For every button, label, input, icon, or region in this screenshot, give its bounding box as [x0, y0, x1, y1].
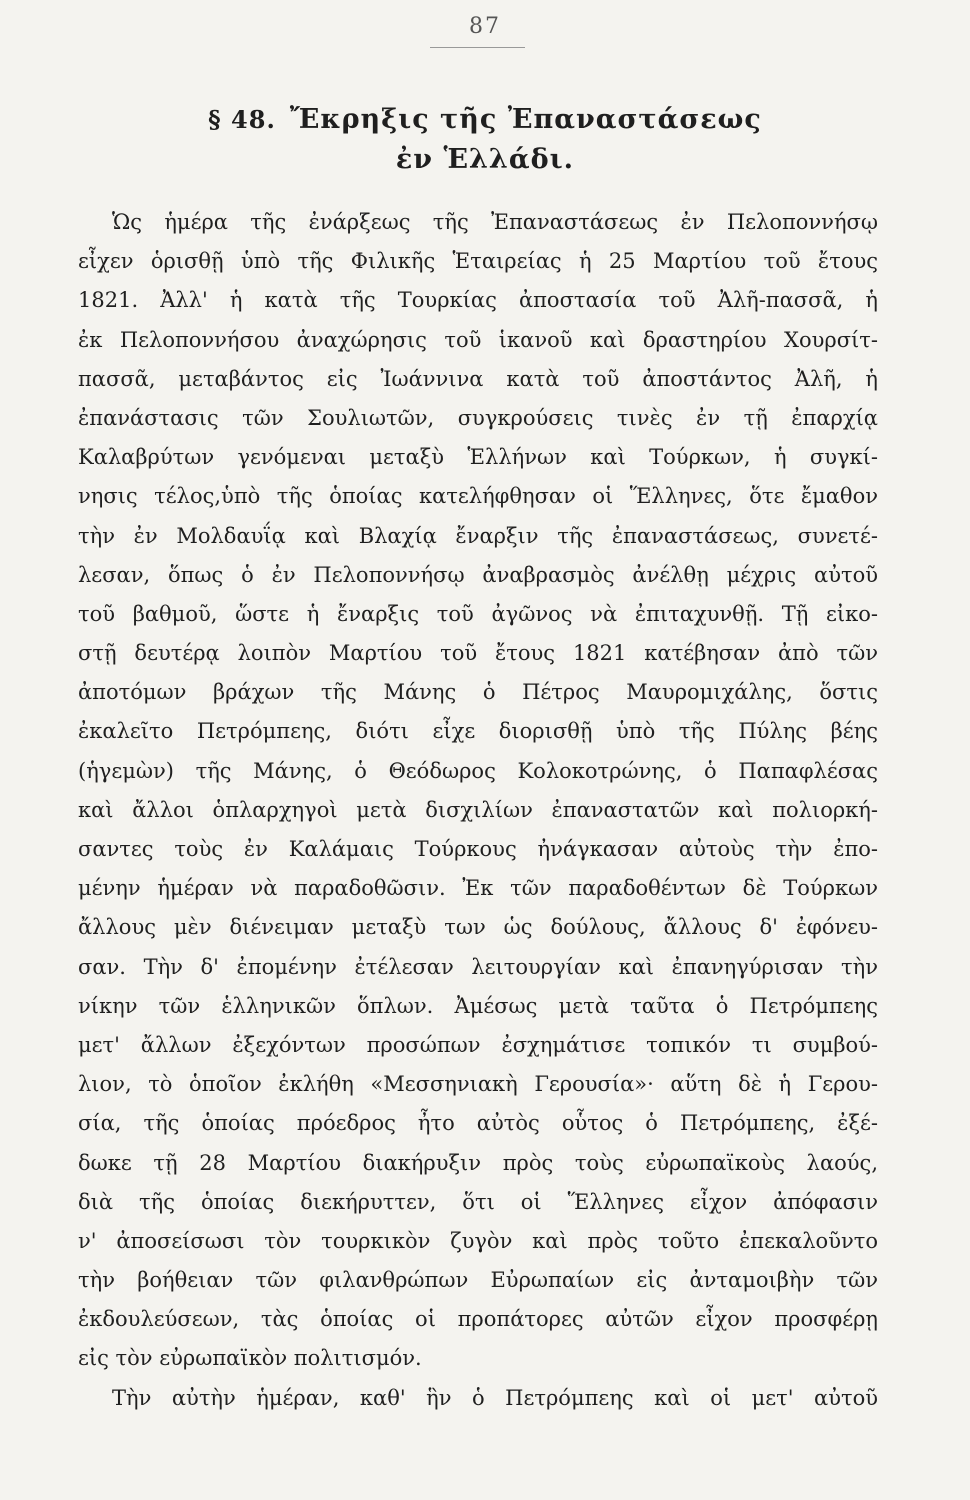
text-line: πασσᾶ, μεταβάντος εἰς Ἰωάννινα κατὰ τοῦ ἀποστάντος Ἀλῆ, ἡ [78, 366, 878, 391]
text-line: Ὡς ἡμέρα τῆς ἐνάρξεως τῆς Ἐπαναστάσεως ἐν Πελοποννήσῳ [112, 210, 878, 234]
text-line: τὴν ἐν Μολδαυΐᾳ καὶ Βλαχίᾳ ἔναρξιν τῆς ἐπαναστάσεως, συνετέ- [78, 523, 878, 548]
text-line: εἶχεν ὁρισθῇ ὑπὸ τῆς Φιλικῆς Ἑταιρείας ἡ 25 Μαρτίου τοῦ ἔτους [78, 249, 878, 274]
text-line: λεσαν, ὅπως ὁ ἐν Πελοποννήσῳ ἀναβρασμὸς ἀνέλθῃ μέχρις αὐτοῦ [78, 562, 878, 587]
text-line: στῇ δευτέρᾳ λοιπὸν Μαρτίου τοῦ ἔτους 1821 κατέβησαν ἀπὸ τῶν [78, 641, 878, 666]
text-line: Καλαβρύτων γενόμεναι μεταξὺ Ἑλλήνων καὶ Τούρκων, ἡ συγκί- [78, 445, 878, 470]
text-line: δωκε τῇ 28 Μαρτίου διακήρυξιν πρὸς τοὺς εὐρωπαϊκοὺς λαούς, [78, 1150, 878, 1175]
text-line: ἐκ Πελοποννήσου ἀναχώρησις τοῦ ἱκανοῦ καὶ δραστηρίου Χουρσίτ- [78, 327, 878, 352]
text-line: ἐκδουλεύσεων, τὰς ὁποίας οἱ προπάτορες αὐτῶν εἶχον προσφέρῃ [78, 1307, 878, 1332]
section-number: § 48. [208, 105, 276, 134]
text-line: τοῦ βαθμοῦ, ὥστε ἡ ἔναρξις τοῦ ἀγῶνος νὰ ἐπιταχυνθῇ. Τῇ εἰκο- [78, 601, 878, 626]
text-line: μένην ἡμέραν νὰ παραδοθῶσιν. Ἐκ τῶν παραδοθέντων δὲ Τούρκων [78, 876, 878, 901]
text-line: Τὴν αὐτὴν ἡμέραν, καθ' ἣν ὁ Πετρόμπεης καὶ οἱ μετ' αὐτοῦ [112, 1385, 878, 1410]
text-line: διὰ τῆς ὁποίας διεκήρυττεν, ὅτι οἱ Ἕλληνες εἶχον ἀπόφασιν [78, 1189, 878, 1214]
section-title-continued: ἐν Ἑλλάδι. [395, 144, 575, 175]
body-text [78, 203, 878, 1418]
text-line: μετ' ἄλλων ἐξεχόντων προσώπων ἐσχημάτισε τοπικόν τι συμβού- [78, 1032, 878, 1057]
text-line: ἄλλους μὲν διένειμαν μεταξὺ των ὡς δούλους, ἄλλους δ' ἐφόνευ- [78, 915, 878, 940]
text-line: ἐκαλεῖτο Πετρόμπεης, διότι εἶχε διορισθῇ ὑπὸ τῆς Πύλης βέης [78, 719, 878, 744]
text-line: εἰς τὸν εὐρωπαϊκὸν πολιτισμόν. [78, 1346, 422, 1371]
text-line: ἐπανάστασις τῶν Σουλιωτῶν, συγκρούσεις τινὲς ἐν τῇ ἐπαρχίᾳ [78, 405, 878, 430]
text-line: ν' ἀποσείσωσι τὸν τουρκικὸν ζυγὸν καὶ πρὸς τοῦτο ἐπεκαλοῦντο [78, 1228, 878, 1253]
section-heading-line-1 [0, 100, 970, 140]
text-line: 1821. Ἀλλ' ἡ κατὰ τῆς Τουρκίας ἀποστασία τοῦ Ἀλῆ-πασσᾶ, ἡ [78, 288, 878, 313]
section-title: Ἔκρηξις τῆς Ἐπαναστάσεως [289, 104, 762, 135]
page-number: 87 [469, 14, 501, 39]
text-line: σαντες τοὺς ἐν Καλάμαις Τούρκους ἠνάγκασαν αὐτοὺς τὴν ἐπο- [78, 837, 878, 861]
text-line: λιον, τὸ ὁποῖον ἐκλήθη «Μεσσηνιακὴ Γερουσία»· αὕτη δὲ ἡ Γερου- [78, 1072, 878, 1097]
text-line: καὶ ἄλλοι ὁπλαρχηγοὶ μετὰ δισχιλίων ἐπαναστατῶν καὶ πολιορκή- [78, 797, 878, 822]
text-line: νίκην τῶν ἑλληνικῶν ὅπλων. Ἀμέσως μετὰ ταῦτα ὁ Πετρόμπεης [78, 993, 878, 1018]
text-line: ἀποτόμων βράχων τῆς Μάνης ὁ Πέτρος Μαυρομιχάλης, ὅστις [78, 680, 878, 705]
text-line: (ἡγεμὼν) τῆς Μάνης, ὁ Θεόδωρος Κολοκοτρώνης, ὁ Παπαφλέσας [78, 758, 878, 783]
text-line: τὴν βοήθειαν τῶν φιλανθρώπων Εὐρωπαίων εἰς ἀνταμοιβὴν τῶν [78, 1268, 878, 1293]
text-line: νησις τέλος,ὑπὸ τῆς ὁποίας κατελήφθησαν οἱ Ἕλληνες, ὅτε ἔμαθον [78, 484, 878, 509]
text-line: σαν. Τὴν δ' ἐπομένην ἐτέλεσαν λειτουργίαν καὶ ἐπανηγύρισαν τὴν [78, 954, 878, 979]
page-number-rule [430, 47, 525, 48]
text-line: σία, τῆς ὁποίας πρόεδρος ἦτο αὐτὸς οὗτος ὁ Πετρόμπεης, ἐξέ- [78, 1111, 878, 1136]
section-heading [0, 100, 970, 180]
